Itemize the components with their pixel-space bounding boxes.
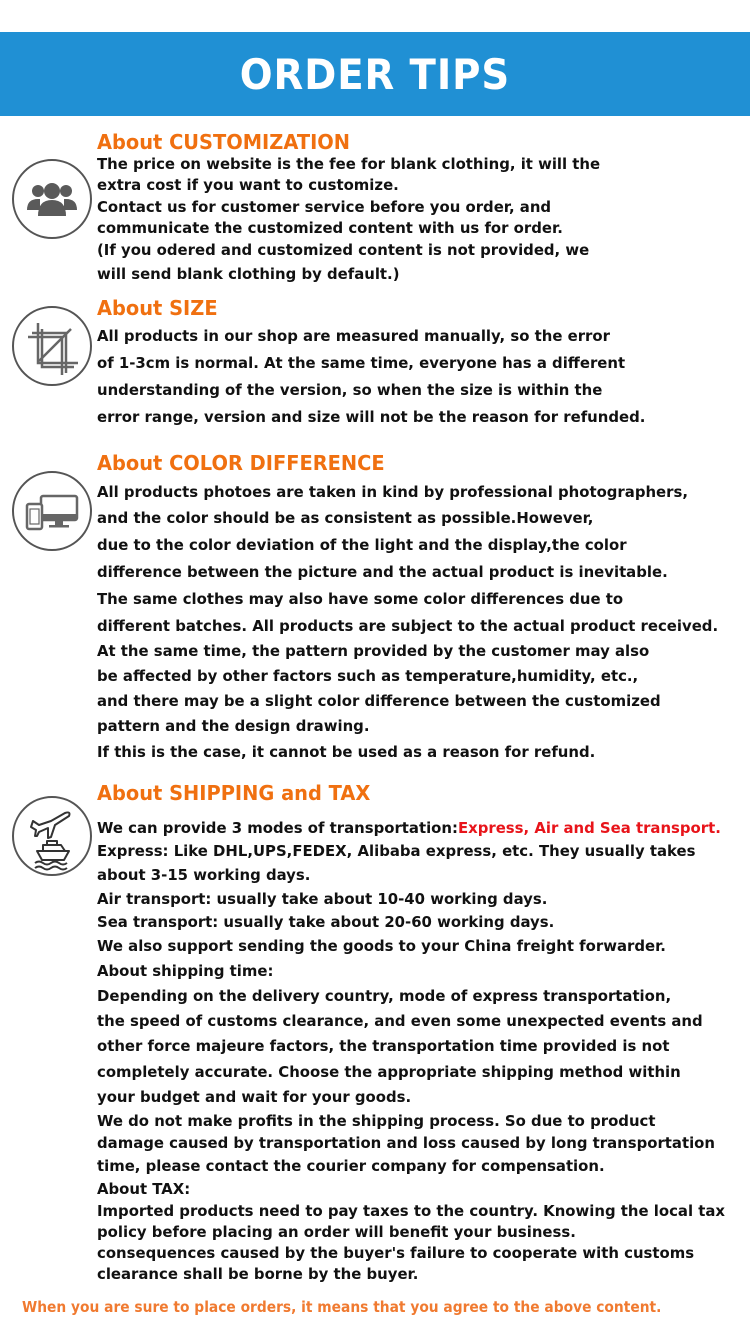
- body-line: The same clothes may also have some color differences due to: [97, 590, 624, 608]
- body-line: of 1-3cm is normal. At the same time, everyone has a different: [97, 354, 626, 372]
- section-title: About CUSTOMIZATION: [97, 130, 351, 154]
- body-line: About shipping time:: [97, 962, 274, 980]
- body-line: due to the color deviation of the light and the display,the color: [97, 536, 627, 554]
- body-line: Sea transport: usually take about 20-60 working days.: [97, 913, 555, 931]
- body-line: All products photoes are taken in kind by professional photographers,: [97, 483, 689, 501]
- devices-icon: [11, 470, 93, 552]
- body-line: communicate the customized content with us for order.: [97, 219, 563, 237]
- body-line: We also support sending the goods to your China freight forwarder.: [97, 937, 666, 955]
- body-line: Express: Like DHL,UPS,FEDEX, Alibaba express, etc. They usually takes: [97, 842, 696, 860]
- section-title: About SIZE: [97, 296, 218, 320]
- body-line: your budget and wait for your goods.: [97, 1088, 412, 1106]
- crop-icon: [11, 305, 93, 387]
- body-line: damage caused by transportation and loss caused by long transportation: [97, 1134, 715, 1152]
- body-line: pattern and the design drawing.: [97, 717, 370, 735]
- body-line: time, please contact the courier company for compensation.: [97, 1157, 605, 1175]
- body-line: At the same time, the pattern provided by the customer may also: [97, 642, 650, 660]
- transport-modes-line: [97, 816, 721, 840]
- body-line: All products in our shop are measured manually, so the error: [97, 327, 610, 345]
- body-line: and the color should be as consistent as possible.However,: [97, 509, 594, 527]
- agreement-notice: When you are sure to place orders, it means that you agree to the above content.: [22, 1298, 662, 1316]
- body-line: other force majeure factors, the transportation time provided is not: [97, 1037, 670, 1055]
- people-group-icon: [11, 158, 93, 240]
- body-line: extra cost if you want to customize.: [97, 176, 399, 194]
- order-tips-banner: [0, 32, 750, 116]
- body-line: be affected by other factors such as temperature,humidity, etc.,: [97, 667, 639, 685]
- section-title: About COLOR DIFFERENCE: [97, 451, 385, 475]
- body-line: error range, version and size will not be the reason for refunded.: [97, 408, 646, 426]
- body-line: clearance shall be borne by the buyer.: [97, 1265, 419, 1283]
- body-line: Contact us for customer service before you order, and: [97, 198, 552, 216]
- body-line: We do not make profits in the shipping process. So due to product: [97, 1112, 656, 1130]
- body-line: About TAX:: [97, 1180, 191, 1198]
- body-line: Air transport: usually take about 10-40 working days.: [97, 890, 548, 908]
- body-line: If this is the case, it cannot be used as a reason for refund.: [97, 743, 596, 761]
- body-line: The price on website is the fee for blank clothing, it will the: [97, 155, 601, 173]
- body-line: and there may be a slight color difference between the customized: [97, 692, 661, 710]
- body-line: Imported products need to pay taxes to the country. Knowing the local tax: [97, 1202, 726, 1220]
- body-line: (If you odered and customized content is not provided, we: [97, 241, 590, 259]
- body-line: about 3-15 working days.: [97, 866, 311, 884]
- body-line: will send blank clothing by default.): [97, 265, 400, 283]
- body-line: different batches. All products are subject to the actual product received.: [97, 617, 719, 635]
- body-line: Depending on the delivery country, mode of express transportation,: [97, 987, 672, 1005]
- body-line: completely accurate. Choose the appropriate shipping method within: [97, 1063, 681, 1081]
- body-line: understanding of the version, so when the size is within the: [97, 381, 603, 399]
- plane-ship-icon: [11, 795, 93, 877]
- body-line: the speed of customs clearance, and even some unexpected events and: [97, 1012, 703, 1030]
- transport-modes-intro: We can provide 3 modes of transportation:: [97, 819, 458, 837]
- body-line: consequences caused by the buyer's failure to cooperate with customs: [97, 1244, 695, 1262]
- body-line: policy before placing an order will benefit your business.: [97, 1223, 576, 1241]
- page-title: ORDER TIPS: [239, 49, 511, 99]
- section-title: About SHIPPING and TAX: [97, 781, 371, 805]
- transport-modes-highlight: Express, Air and Sea transport.: [457, 819, 721, 837]
- body-line: difference between the picture and the actual product is inevitable.: [97, 563, 668, 581]
